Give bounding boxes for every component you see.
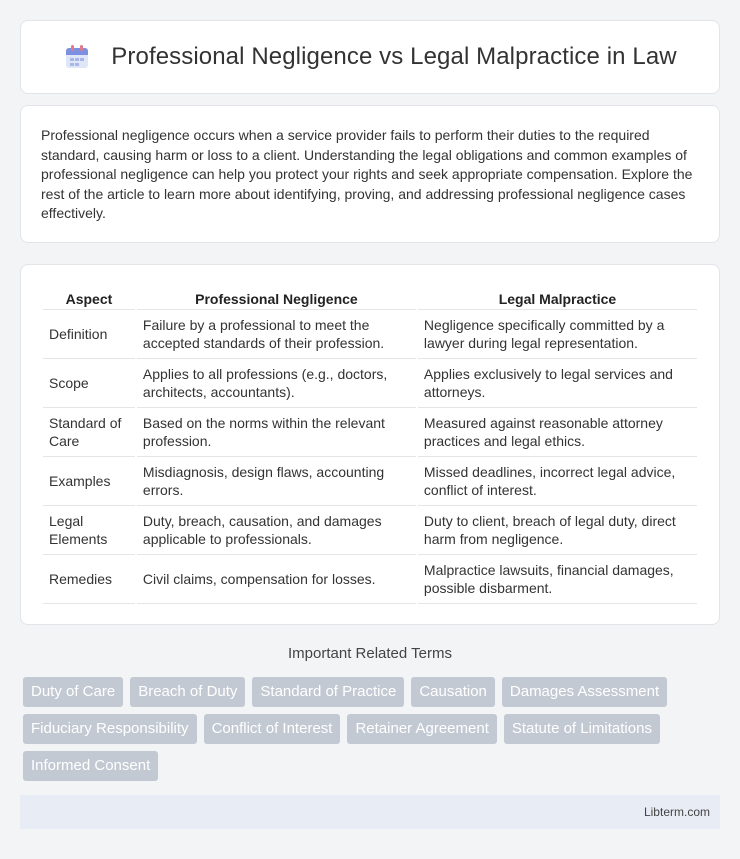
related-term-tag[interactable]: Breach of Duty: [130, 677, 245, 707]
legal-malpractice-cell: Duty to client, breach of legal duty, direct harm from negligence.: [418, 506, 697, 555]
intro-card: [20, 105, 720, 243]
page-title: Professional Negligence vs Legal Malpractice in Law: [111, 43, 677, 70]
table-row: [43, 457, 697, 506]
footer: [20, 795, 720, 829]
legal-malpractice-cell: Measured against reasonable attorney practices and legal ethics.: [418, 408, 697, 457]
aspect-cell: Remedies: [43, 555, 135, 604]
professional-negligence-cell: Duty, breach, causation, and damages applicable to professionals.: [137, 506, 416, 555]
column-header-professional-negligence: Professional Negligence: [137, 285, 416, 310]
related-term-tag[interactable]: Statute of Limitations: [504, 714, 660, 744]
aspect-cell: Scope: [43, 359, 135, 408]
related-terms-list: [23, 677, 723, 781]
related-term-tag[interactable]: Fiduciary Responsibility: [23, 714, 197, 744]
professional-negligence-cell: Civil claims, compensation for losses.: [137, 555, 416, 604]
column-header-legal-malpractice: Legal Malpractice: [418, 285, 697, 310]
comparison-table: [41, 285, 699, 604]
table-row: [43, 555, 697, 604]
aspect-cell: Examples: [43, 457, 135, 506]
comparison-table-card: [20, 264, 720, 625]
table-row: [43, 359, 697, 408]
intro-text: Professional negligence occurs when a service provider fails to perform their duties to the required standard, causing harm or loss to a client. Understanding the legal obligations and common examples of professional negligence can help you protect your rights and seek appropriate compensation. Explore the rest of the article to learn more about identifying, proving, and addressing professional negligence cases effectively.: [41, 127, 693, 221]
professional-negligence-cell: Misdiagnosis, design flaws, accounting errors.: [137, 457, 416, 506]
aspect-cell: Standard of Care: [43, 408, 135, 457]
footer-site-link[interactable]: Libterm.com: [643, 805, 710, 819]
column-header-aspect: Aspect: [43, 285, 135, 310]
legal-malpractice-cell: Missed deadlines, incorrect legal advice, conflict of interest.: [418, 457, 697, 506]
related-term-tag[interactable]: Damages Assessment: [502, 677, 667, 707]
related-term-tag[interactable]: Duty of Care: [23, 677, 123, 707]
table-row: [43, 408, 697, 457]
related-term-tag[interactable]: Causation: [411, 677, 495, 707]
related-terms-title: Important Related Terms: [288, 645, 452, 662]
related-term-tag[interactable]: Retainer Agreement: [347, 714, 496, 744]
calendar-icon: [63, 43, 91, 71]
header-card: [20, 20, 720, 94]
legal-malpractice-cell: Applies exclusively to legal services and attorneys.: [418, 359, 697, 408]
table-row: [43, 310, 697, 359]
aspect-cell: Definition: [43, 310, 135, 359]
related-term-tag[interactable]: Informed Consent: [23, 751, 158, 781]
table-header-row: [43, 285, 697, 310]
professional-negligence-cell: Applies to all professions (e.g., doctors, architects, accountants).: [137, 359, 416, 408]
aspect-cell: Legal Elements: [43, 506, 135, 555]
professional-negligence-cell: Failure by a professional to meet the accepted standards of their profession.: [137, 310, 416, 359]
table-row: [43, 506, 697, 555]
related-term-tag[interactable]: Standard of Practice: [252, 677, 404, 707]
professional-negligence-cell: Based on the norms within the relevant profession.: [137, 408, 416, 457]
legal-malpractice-cell: Negligence specifically committed by a lawyer during legal representation.: [418, 310, 697, 359]
related-term-tag[interactable]: Conflict of Interest: [204, 714, 341, 744]
legal-malpractice-cell: Malpractice lawsuits, financial damages, possible disbarment.: [418, 555, 697, 604]
